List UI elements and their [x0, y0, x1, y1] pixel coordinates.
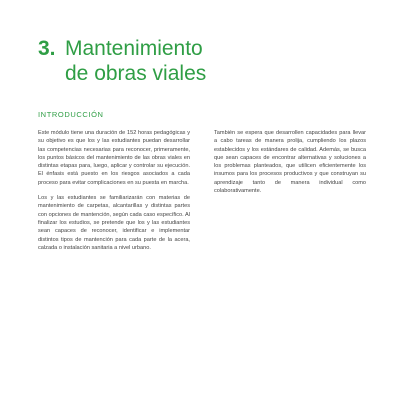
chapter-title: [38, 36, 368, 86]
chapter-title-line-1: [38, 36, 368, 61]
paragraph: Los y las estudiantes se familiarizarán con materias de mantenimiento de carpetas, alcantarillas y distintas partes con opciones de mantención, según cada caso específico. Al finalizar los estudios, se pretende que los y las estudiantes sean capaces de reconocer, identificar e implementar distintos tipos de mantención para cada parte de la acera, calzada o instalación sanitaria a nivel urbano.: [38, 195, 190, 251]
left-text-column: [38, 129, 190, 259]
section-heading: INTRODUCCIÓN: [38, 110, 104, 119]
right-text-column: [214, 129, 366, 202]
chapter-title-line-2: de obras viales: [65, 62, 207, 85]
paragraph: También se espera que desarrollen capacidades para llevar a cabo tareas de manera prolija, cumpliendo los plazos establecidos y los estándares de calidad. Además, se busca que sean capaces de encontrar alternativas y soluciones a los problemas planteados, que utilicen eficientemente los insumos para los procesos productivos y que construyan su aprendizaje tanto de manera individual como colaborativamente.: [214, 130, 366, 195]
paragraph: Este módulo tiene una duración de 152 horas pedagógicas y su objetivo es que los y las estudiantes puedan desarrollar las competencias necesarias para reconocer, primeramente, los puntos básicos del mantenimiento de las obras viales en distintas etapas para, luego, aplicar y controlar su ejecución. El énfasis está puesto en los riesgos asociados a cada proceso para evitar complicaciones en su puesta en marcha.: [38, 130, 190, 186]
chapter-number: 3.: [38, 37, 56, 60]
chapter-title-text-1: Mantenimiento: [65, 37, 203, 60]
